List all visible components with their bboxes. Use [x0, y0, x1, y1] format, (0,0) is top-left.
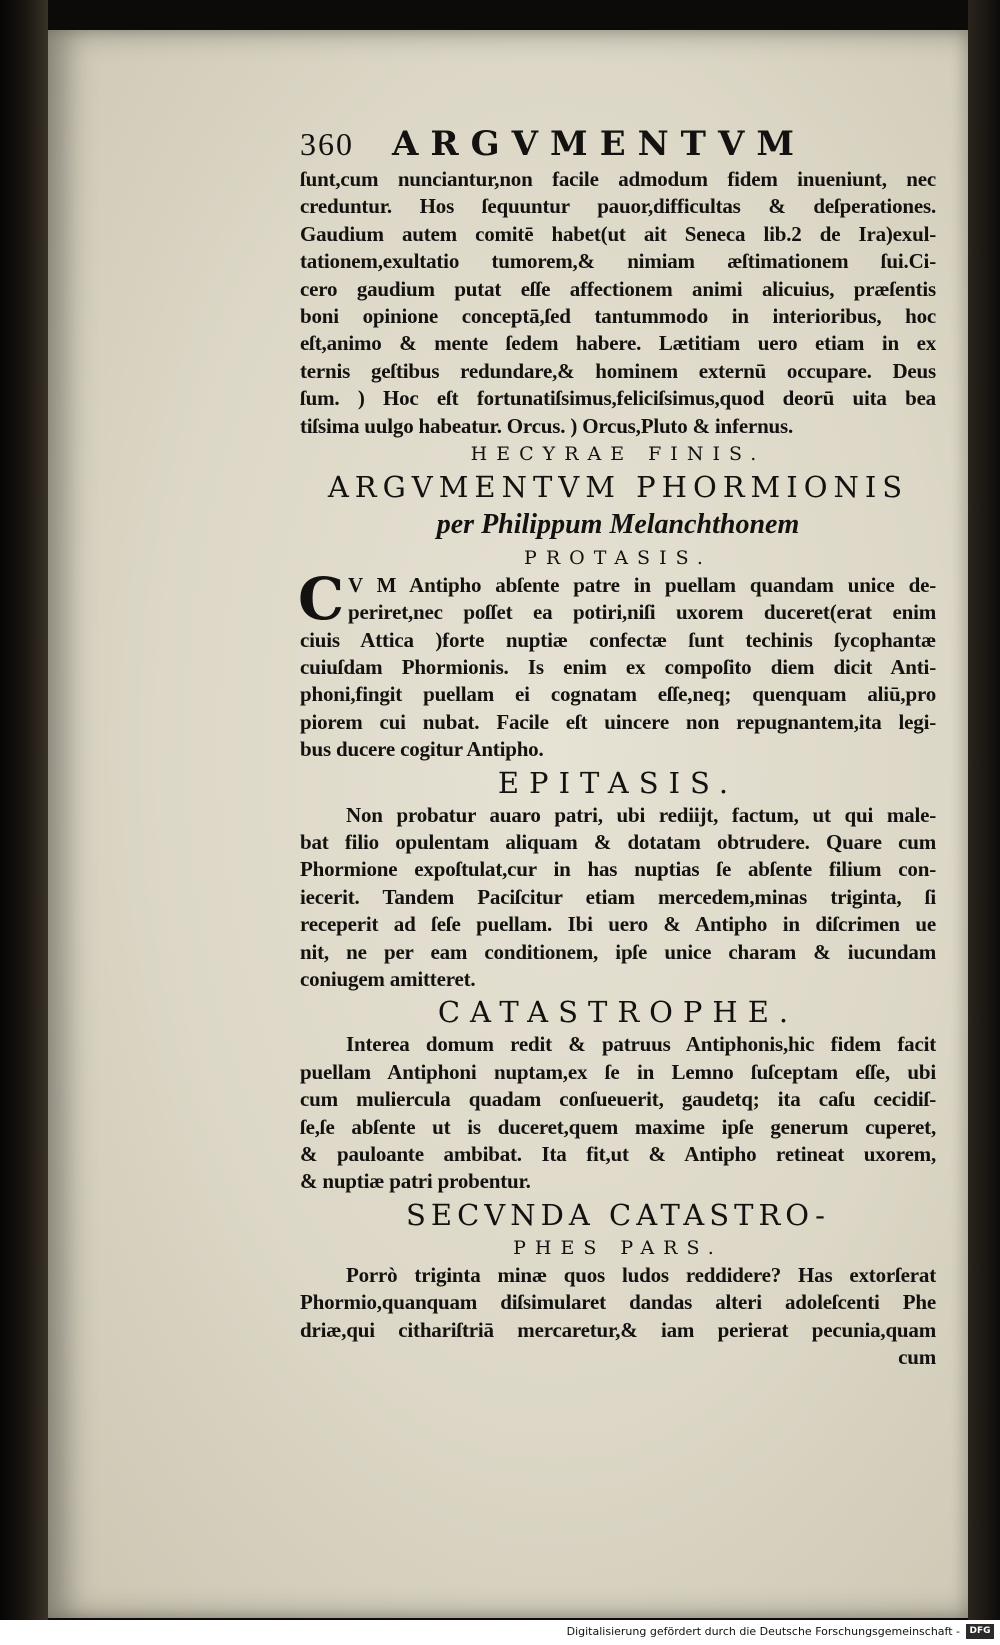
- text-line: boni opinione conceptā,ſed tantummodo in interioribus, hoc: [300, 303, 936, 328]
- text-line: Phormione expoſtulat,cur in has nuptias ſe abſente filium con-: [300, 857, 936, 882]
- page-number: 360: [300, 126, 354, 162]
- epitasis-heading: EPITASIS.: [497, 765, 739, 800]
- text-line: tationem,exultatio tumorem,& nimiam æſtimationem ſui.Ci-: [300, 249, 936, 274]
- text-line: phoni,fingit puellam ei cognatam eſſe,neq; quenquam aliū,pro: [300, 682, 936, 707]
- epitasis-paragraph: [300, 802, 936, 994]
- text-line: bus ducere cogitur Antipho.: [300, 737, 544, 762]
- text-line: coniugem amitteret.: [300, 966, 476, 991]
- text-line: ciuis Attica )forte nuptiæ confectæ ſunt techinis ſycophantæ: [300, 627, 936, 652]
- text-line: nit, ne per eam conditionem, ipſe unice charam & iucundam: [300, 939, 936, 964]
- text-line: iecerit. Tandem Paciſcitur etiam mercedem,minas triginta, ſi: [300, 884, 936, 909]
- digitization-footer: [0, 1620, 1000, 1645]
- running-head: [300, 124, 936, 166]
- protasis-paragraph: [298, 564, 936, 764]
- text-line: ſum. ) Hoc eſt fortunatiſsimus,feliciſsimus,quod deorū uita bea: [300, 386, 936, 411]
- text-line: tiſsima uulgo habeatur. Orcus. ) Orcus,Pluto & infernus.: [300, 413, 794, 438]
- text-line: ſunt,cum nunciantur,non facile admodum fidem inueniunt, nec: [300, 167, 936, 191]
- text-line: Non probatur auaro patri, ubi rediijt, factum, ut qui male-: [346, 802, 936, 827]
- catchword: cum: [898, 1344, 936, 1369]
- text-line: periret,nec poſſet ea potiri,niſi uxorem duceret(erat enim: [348, 600, 936, 625]
- running-title: ARGVMENTVM: [392, 124, 806, 164]
- text-line: driæ,qui cithariſtriā mercaretur,& iam perierat pecunia,quam: [300, 1317, 936, 1342]
- text-line: receperit ad ſeſe puellam. Ibi uero & Antipho in diſcrimen ue: [300, 912, 936, 937]
- footer-credit: Digitalisierung gefördert durch die Deutsche Forschungsgemeinschaft -: [566, 1625, 960, 1638]
- hecyrae-finis: HECYRAE FINIS.: [470, 442, 766, 465]
- text-line: Porrò triginta minæ quos ludos reddidere? Has extorſerat: [346, 1262, 936, 1287]
- catastrophe-paragraph: [300, 1031, 936, 1195]
- text-line: Gaudium autem comitē habet(ut ait Seneca lib.2 de Ira)exul-: [300, 221, 936, 246]
- text-line: bat filio opulentam aliquam & dotatam obtrudere. Quare cum: [300, 830, 936, 855]
- dfg-logo: DFG: [966, 1624, 994, 1639]
- text-line: ſe,ſe abſente ut is duceret,quem maxime ipſe generum cuperet,: [300, 1114, 936, 1139]
- text-line: eſt,animo & mente ſedem habere. Lætitiam uero etiam in ex: [300, 331, 936, 356]
- page-text-block: [300, 124, 936, 1371]
- text-line: V M Antipho abſente patre in puellam quandam unice de-: [348, 572, 936, 597]
- secunda-heading-cont: PHES PARS.: [513, 1236, 723, 1259]
- text-line: & nuptiæ patri probentur.: [300, 1169, 531, 1194]
- text-line: cum muliercula quadam conſueuerit, gaudetq; ita caſu cecidiſ-: [300, 1087, 936, 1112]
- text-line: & pauloante ambibat. Ita fit,ut & Antipho retineat uxorem,: [300, 1141, 936, 1166]
- top-paragraph: [300, 166, 936, 440]
- secunda-heading: SECVNDA CATASTRO-: [406, 1197, 830, 1232]
- argument-author: per Philippum Melanchthonem: [436, 508, 800, 540]
- drop-cap: C: [298, 564, 345, 633]
- book-spine-shadow: [0, 0, 48, 1620]
- text-line: cero gaudium putat eſſe affectionem animi alicuius, præſentis: [300, 276, 936, 301]
- secunda-paragraph: [300, 1262, 936, 1372]
- text-line: Interea domum redit & patruus Antiphonis,hic fidem facit: [346, 1032, 936, 1057]
- page-right-edge: [968, 0, 1000, 1620]
- text-line: Phormio,quanquam diſsimularet dandas alteri adoleſcenti Phe: [300, 1290, 936, 1315]
- argument-title: ARGVMENTVM PHORMIONIS: [327, 469, 909, 504]
- text-line: puellam Antiphoni nuptam,ex ſe in Lemno ſuſceptam eſſe, ubi: [300, 1059, 936, 1084]
- text-line: piorem cui nubat. Facile eſt uincere non repugnantem,ita legi-: [300, 709, 936, 734]
- catastrophe-heading: CATASTROPHE.: [437, 995, 799, 1030]
- text-line: ternis geſtibus redundare,& hominem externū occupare. Deus: [300, 358, 936, 383]
- text-line: cuiuſdam Phormionis. Is enim ex compoſito diem dicit Anti-: [300, 655, 936, 680]
- text-line: creduntur. Hos ſequuntur pauor,difficultas & deſperationes.: [300, 194, 936, 219]
- protasis-heading: PROTASIS.: [524, 546, 712, 569]
